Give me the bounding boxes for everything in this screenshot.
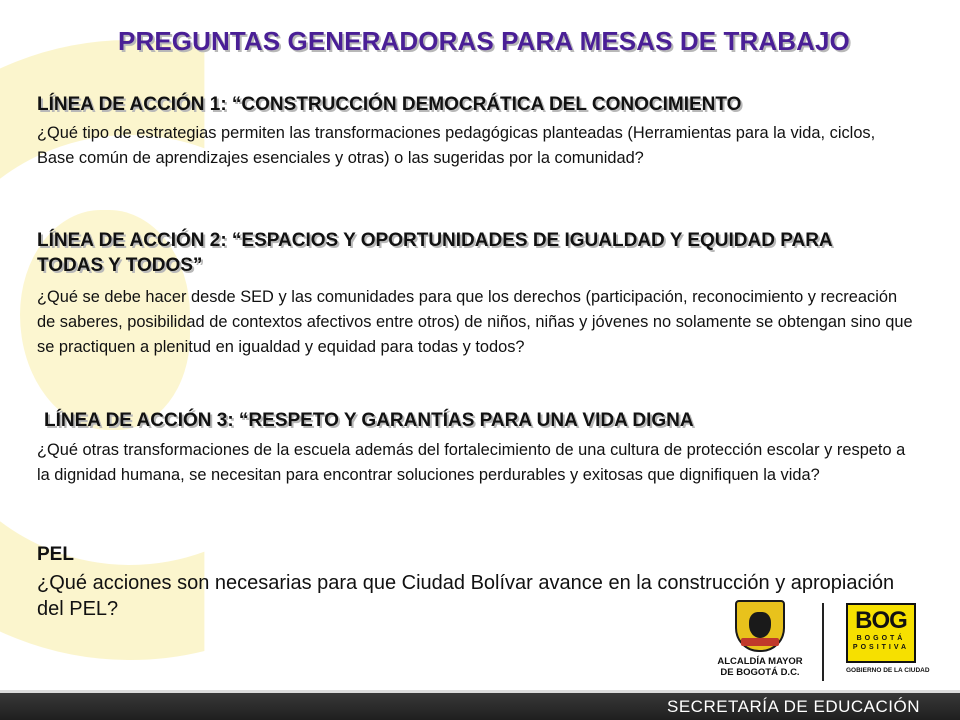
alcaldia-logo-text xyxy=(712,656,808,678)
pel-question: ¿Qué acciones son necesarias para que Ciudad Bolívar avance en la construcción y apropiación del PEL? xyxy=(37,572,895,620)
logo-divider xyxy=(822,603,824,681)
line-3-heading: LÍNEA DE ACCIÓN 3: “RESPETO Y GARANTÍAS PARA UNA VIDA DIGNA xyxy=(44,410,694,431)
line-3-question: ¿Qué otras transformaciones de la escuela además del fortalecimiento de una cultura de protección escolar y respeto a la dignidad humana, se necesitan para encontrar soluciones perdurables y exitosas que dignifiquen la vida? xyxy=(37,441,906,484)
footer-accent xyxy=(0,690,960,693)
pel-label: PEL xyxy=(37,544,74,565)
bog-line-2: POSITIVA xyxy=(852,644,910,651)
line-1-question: ¿Qué tipo de estrategias permiten las transformaciones pedagógicas planteadas (Herramientas para la vida, ciclos, Base común de aprendizajes esenciales y otras) o las sugeridas por la comunidad? xyxy=(37,124,876,167)
bog-government-text: GOBIERNO DE LA CIUDAD xyxy=(846,667,930,674)
alcaldia-line-1: ALCALDÍA MAYOR xyxy=(717,656,803,667)
footer-text: SECRETARÍA DE EDUCACIÓN xyxy=(666,697,920,716)
bog-wordmark: BOG xyxy=(855,607,907,634)
alcaldia-logo xyxy=(712,600,808,688)
line-2-heading: LÍNEA DE ACCIÓN 2: “ESPACIOS Y OPORTUNIDADES DE IGUALDAD Y EQUIDAD PARA TODAS Y TODOS” xyxy=(37,230,832,276)
line-2-question: ¿Qué se debe hacer desde SED y las comunidades para que los derechos (participación, reconocimiento y recreación de saberes, posibilidad de contextos afectivos entre otros) de niños, niñas y jóvenes no solamente se obtengan sino que se practiquen a plenitud en igualdad y equidad para todas y todos? xyxy=(37,288,913,356)
alcaldia-line-2: DE BOGOTÁ D.C. xyxy=(720,667,800,678)
footer-bar xyxy=(0,690,960,720)
page-title: PREGUNTAS GENERADORAS PARA MESAS DE TRABAJO xyxy=(118,26,850,56)
bog-line-1: BOGOTÁ xyxy=(856,635,906,642)
bog-logo-box xyxy=(846,603,916,663)
line-1-heading: LÍNEA DE ACCIÓN 1: “CONSTRUCCIÓN DEMOCRÁTICA DEL CONOCIMIENTO xyxy=(37,94,742,115)
bogota-positiva-logo xyxy=(846,603,930,683)
coat-of-arms-icon xyxy=(735,600,785,652)
